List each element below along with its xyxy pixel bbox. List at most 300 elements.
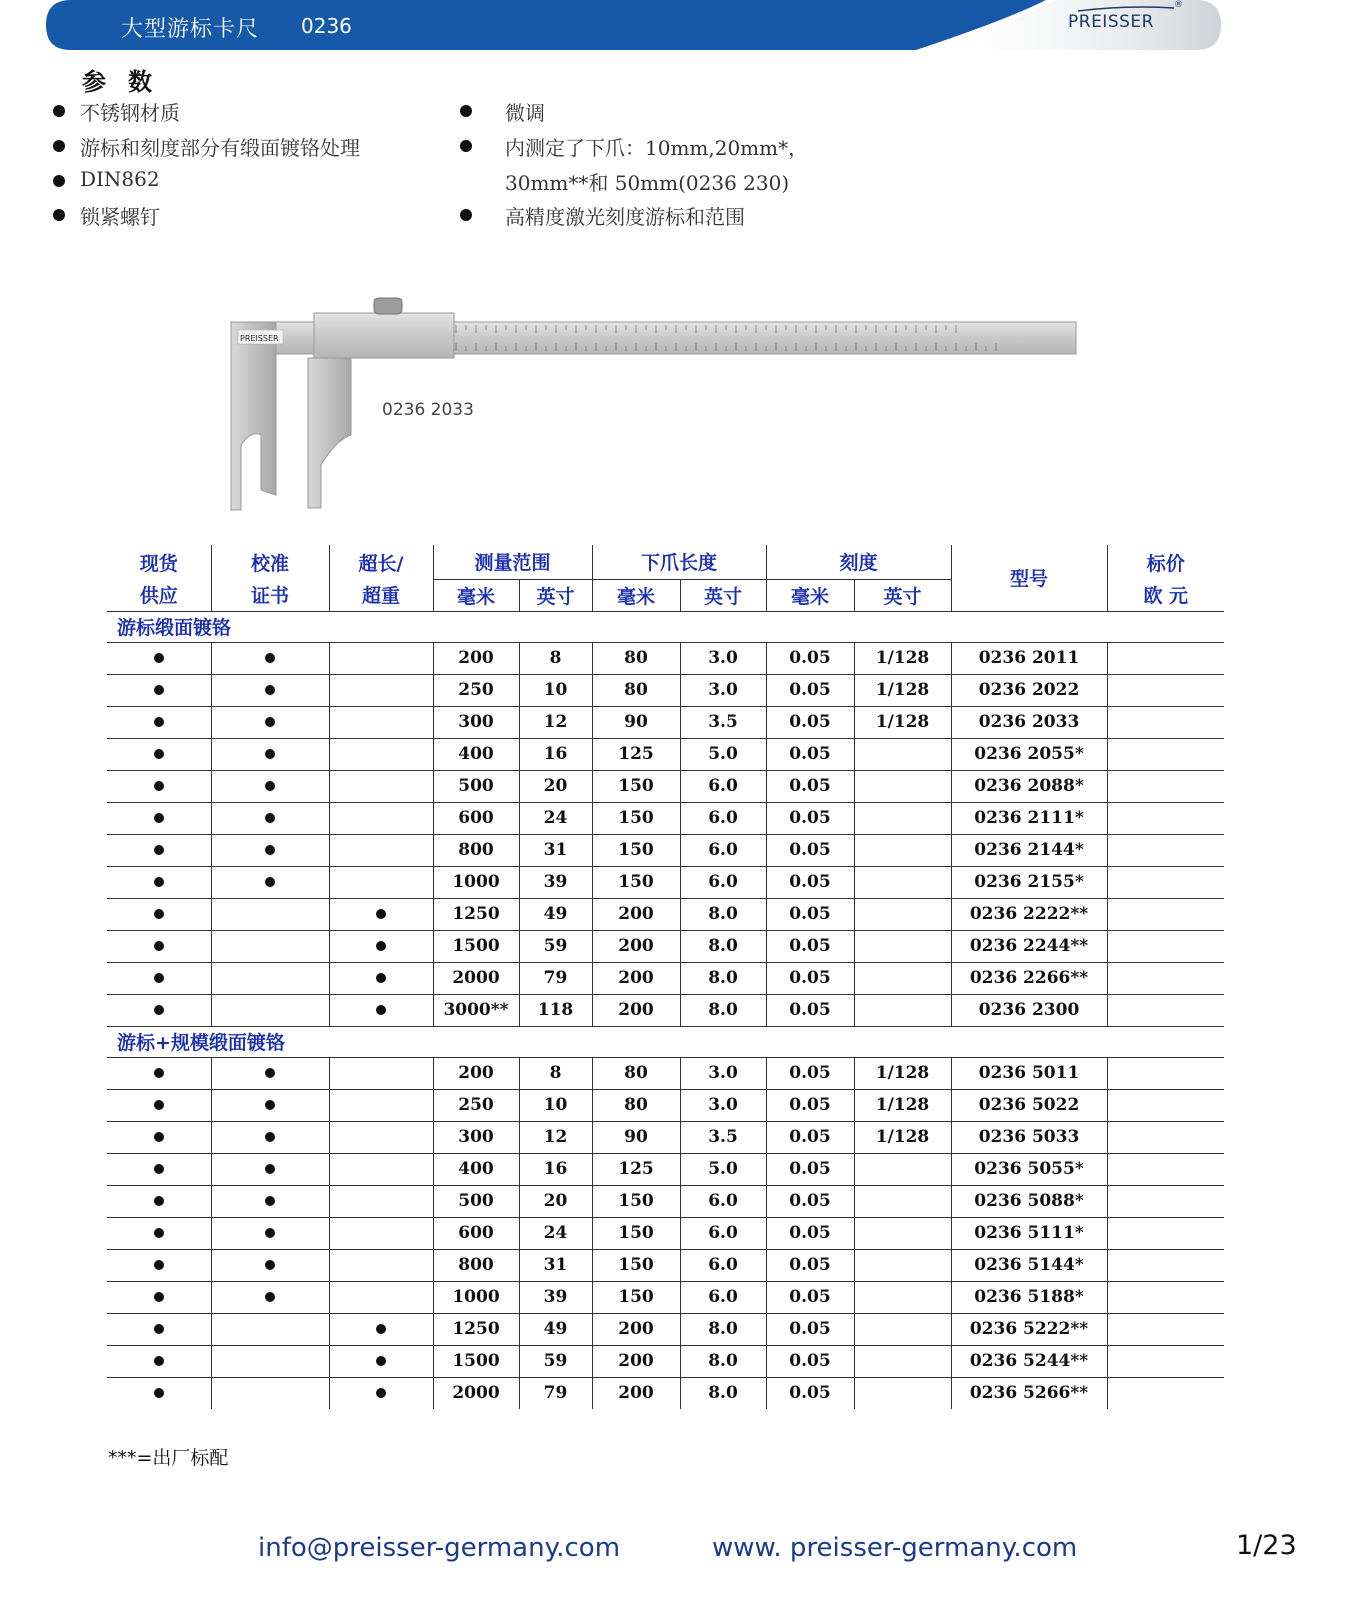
model-cell: 0236 2244** [951, 930, 1107, 962]
scale-mm-cell: 0.05 [766, 1185, 854, 1217]
price-cell [1107, 1185, 1224, 1217]
range-mm-cell: 500 [433, 1185, 519, 1217]
bullet-icon [53, 209, 65, 221]
price-cell [1107, 962, 1224, 994]
table-row [107, 898, 1224, 930]
bullet-dot-icon [154, 877, 164, 887]
cert-cell [211, 802, 329, 834]
oversize-cell [329, 1089, 433, 1121]
stock-cell [107, 1345, 211, 1377]
scale-mm-cell: 0.05 [766, 1217, 854, 1249]
footnote: ***=出厂标配 [108, 1447, 229, 1469]
price-cell [1107, 770, 1224, 802]
scale-mm-cell: 0.05 [766, 706, 854, 738]
bullet-dot-icon [154, 1324, 164, 1334]
table-row [107, 802, 1224, 834]
scale-inch-cell: 1/128 [854, 642, 951, 674]
jaw-inch-cell: 3.5 [680, 706, 766, 738]
jaw-inch-cell: 8.0 [680, 1313, 766, 1345]
scale-mm-cell: 0.05 [766, 674, 854, 706]
price-cell [1107, 994, 1224, 1026]
price-cell [1107, 1345, 1224, 1377]
scale-inch-cell [854, 930, 951, 962]
table-row [107, 962, 1224, 994]
bullet-dot-icon [154, 973, 164, 983]
bullet-dot-icon [265, 1164, 275, 1174]
scale-inch-cell [854, 1377, 951, 1409]
jaw-mm-cell: 80 [592, 1057, 680, 1089]
range-inch-cell: 20 [519, 770, 592, 802]
model-cell: 0236 2022 [951, 674, 1107, 706]
bullet-icon [460, 105, 472, 117]
model-cell: 0236 5144* [951, 1249, 1107, 1281]
range-mm-cell: 600 [433, 1217, 519, 1249]
bullet-dot-icon [265, 1260, 275, 1270]
scale-mm-cell: 0.05 [766, 834, 854, 866]
feature-right-1: 微调 [505, 101, 545, 125]
model-cell: 0236 2088* [951, 770, 1107, 802]
cert-cell [211, 706, 329, 738]
jaw-inch-cell: 6.0 [680, 802, 766, 834]
scale-inch-cell: 1/128 [854, 706, 951, 738]
section-row [107, 611, 1224, 642]
header-product-code: 0236 [301, 14, 352, 38]
table-row [107, 1121, 1224, 1153]
oversize-cell [329, 642, 433, 674]
cert-cell [211, 674, 329, 706]
table-row [107, 1185, 1224, 1217]
price-cell [1107, 1153, 1224, 1185]
jaw-inch-cell: 3.5 [680, 1121, 766, 1153]
range-inch-cell: 8 [519, 642, 592, 674]
price-cell [1107, 930, 1224, 962]
range-inch-cell: 31 [519, 1249, 592, 1281]
price-cell [1107, 866, 1224, 898]
bullet-dot-icon [265, 1228, 275, 1238]
price-cell [1107, 1089, 1224, 1121]
stock-cell [107, 1185, 211, 1217]
stock-cell [107, 1089, 211, 1121]
model-cell: 0236 2011 [951, 642, 1107, 674]
cert-cell [211, 962, 329, 994]
bullet-dot-icon [265, 685, 275, 695]
oversize-cell [329, 1153, 433, 1185]
model-cell: 0236 2155* [951, 866, 1107, 898]
stock-cell [107, 674, 211, 706]
oversize-cell [329, 706, 433, 738]
range-mm-cell: 600 [433, 802, 519, 834]
cert-cell [211, 1281, 329, 1313]
scale-mm-cell: 0.05 [766, 994, 854, 1026]
model-cell: 0236 5188* [951, 1281, 1107, 1313]
jaw-inch-cell: 3.0 [680, 1089, 766, 1121]
feature-left-4: 锁紧螺钉 [80, 205, 160, 229]
bullet-dot-icon [265, 1292, 275, 1302]
range-inch-cell: 49 [519, 898, 592, 930]
scale-inch-cell: 1/128 [854, 674, 951, 706]
page-header [46, 0, 1221, 50]
table-row [107, 1313, 1224, 1345]
range-inch-cell: 16 [519, 738, 592, 770]
jaw-mm-cell: 80 [592, 642, 680, 674]
jaw-inch-cell: 5.0 [680, 738, 766, 770]
stock-cell [107, 866, 211, 898]
cert-cell [211, 1217, 329, 1249]
scale-inch-cell [854, 770, 951, 802]
range-mm-cell: 1500 [433, 1345, 519, 1377]
bullet-dot-icon [154, 1196, 164, 1206]
range-mm-cell: 200 [433, 642, 519, 674]
oversize-cell [329, 834, 433, 866]
table-row [107, 1345, 1224, 1377]
stock-cell [107, 1377, 211, 1409]
page-number: 1/23 [1236, 1530, 1297, 1561]
stock-cell [107, 706, 211, 738]
price-cell [1107, 1057, 1224, 1089]
jaw-inch-cell: 6.0 [680, 834, 766, 866]
range-mm-cell: 1000 [433, 1281, 519, 1313]
scale-inch-cell: 1/128 [854, 1089, 951, 1121]
price-cell [1107, 738, 1224, 770]
jaw-inch-cell: 8.0 [680, 1345, 766, 1377]
table-row [107, 642, 1224, 674]
stock-cell [107, 962, 211, 994]
price-cell [1107, 802, 1224, 834]
model-cell: 0236 2055* [951, 738, 1107, 770]
bullet-dot-icon [376, 1388, 386, 1398]
table-row [107, 866, 1224, 898]
scale-inch-cell [854, 1281, 951, 1313]
scale-mm-cell: 0.05 [766, 1345, 854, 1377]
oversize-cell [329, 962, 433, 994]
stock-cell [107, 642, 211, 674]
oversize-cell [329, 1313, 433, 1345]
oversize-cell [329, 866, 433, 898]
range-mm-cell: 800 [433, 834, 519, 866]
price-cell [1107, 1121, 1224, 1153]
range-inch-cell: 24 [519, 802, 592, 834]
range-inch-cell: 10 [519, 1089, 592, 1121]
range-inch-cell: 39 [519, 1281, 592, 1313]
jaw-inch-cell: 8.0 [680, 1377, 766, 1409]
stock-cell [107, 834, 211, 866]
model-cell: 0236 5111* [951, 1217, 1107, 1249]
table-row [107, 834, 1224, 866]
range-mm-cell: 3000** [433, 994, 519, 1026]
model-cell: 0236 2111* [951, 802, 1107, 834]
jaw-mm-cell: 125 [592, 1153, 680, 1185]
scale-inch-cell [854, 802, 951, 834]
bullet-dot-icon [154, 781, 164, 791]
jaw-inch-cell: 8.0 [680, 994, 766, 1026]
cert-cell [211, 834, 329, 866]
cert-cell [211, 994, 329, 1026]
jaw-mm-cell: 150 [592, 770, 680, 802]
bullet-dot-icon [265, 1068, 275, 1078]
table-row [107, 738, 1224, 770]
table-row [107, 930, 1224, 962]
scale-mm-cell: 0.05 [766, 1377, 854, 1409]
jaw-inch-cell: 6.0 [680, 866, 766, 898]
jaw-mm-cell: 80 [592, 674, 680, 706]
cert-cell [211, 642, 329, 674]
bullet-dot-icon [265, 845, 275, 855]
table-row [107, 706, 1224, 738]
bullet-icon [460, 140, 472, 152]
bullet-dot-icon [154, 1068, 164, 1078]
jaw-inch-cell: 6.0 [680, 1281, 766, 1313]
oversize-cell [329, 1281, 433, 1313]
cert-cell [211, 1185, 329, 1217]
feature-right-4: 高精度激光刻度游标和范围 [505, 205, 745, 229]
feature-right-3: 30mm**和 50mm(0236 230) [505, 171, 790, 195]
header-stock-2: 供应 [107, 579, 211, 611]
jaw-inch-cell: 6.0 [680, 770, 766, 802]
stock-cell [107, 898, 211, 930]
model-cell: 0236 5266** [951, 1377, 1107, 1409]
cert-cell [211, 770, 329, 802]
jaw-mm-cell: 200 [592, 1313, 680, 1345]
model-cell: 0236 2033 [951, 706, 1107, 738]
bullet-dot-icon [154, 1005, 164, 1015]
spec-table [107, 545, 1224, 1409]
bullet-dot-icon [154, 749, 164, 759]
scale-mm-cell: 0.05 [766, 1089, 854, 1121]
scale-mm-cell: 0.05 [766, 1057, 854, 1089]
header-oversize-2: 超重 [329, 579, 433, 611]
header-jaw-mm: 毫米 [592, 579, 680, 611]
oversize-cell [329, 930, 433, 962]
range-inch-cell: 79 [519, 1377, 592, 1409]
bullet-icon [53, 105, 65, 117]
oversize-cell [329, 1121, 433, 1153]
scale-inch-cell [854, 898, 951, 930]
bullet-dot-icon [265, 1132, 275, 1142]
feature-right-2: 内测定了下爪：10mm,20mm*， [505, 136, 809, 160]
jaw-inch-cell: 3.0 [680, 642, 766, 674]
price-cell [1107, 1377, 1224, 1409]
feature-left-2: 游标和刻度部分有缎面镀铬处理 [80, 136, 360, 160]
price-cell [1107, 1217, 1224, 1249]
range-inch-cell: 79 [519, 962, 592, 994]
bullet-dot-icon [154, 1356, 164, 1366]
oversize-cell [329, 738, 433, 770]
stock-cell [107, 1217, 211, 1249]
stock-cell [107, 1153, 211, 1185]
cert-cell [211, 738, 329, 770]
scale-mm-cell: 0.05 [766, 802, 854, 834]
jaw-mm-cell: 80 [592, 1089, 680, 1121]
scale-mm-cell: 0.05 [766, 1281, 854, 1313]
jaw-mm-cell: 200 [592, 1377, 680, 1409]
bullet-dot-icon [154, 717, 164, 727]
table-row [107, 1153, 1224, 1185]
price-cell [1107, 706, 1224, 738]
bullet-dot-icon [154, 653, 164, 663]
jaw-inch-cell: 8.0 [680, 898, 766, 930]
section-title: 游标+规模缎面镀铬 [107, 1026, 1224, 1057]
caliper-brand-mark: PREISSER [240, 334, 279, 343]
cert-cell [211, 1153, 329, 1185]
jaw-mm-cell: 90 [592, 1121, 680, 1153]
cert-cell [211, 1345, 329, 1377]
jaw-mm-cell: 200 [592, 994, 680, 1026]
footer-website-link[interactable]: www. preisser-germany.com [712, 1533, 1078, 1563]
model-cell: 0236 5011 [951, 1057, 1107, 1089]
scale-mm-cell: 0.05 [766, 1121, 854, 1153]
header-jaw-inch: 英寸 [680, 579, 766, 611]
range-mm-cell: 800 [433, 1249, 519, 1281]
range-inch-cell: 10 [519, 674, 592, 706]
bullet-dot-icon [154, 1132, 164, 1142]
oversize-cell [329, 1377, 433, 1409]
scale-mm-cell: 0.05 [766, 642, 854, 674]
stock-cell [107, 994, 211, 1026]
header-cert-2: 证书 [211, 579, 329, 611]
stock-cell [107, 1057, 211, 1089]
range-inch-cell: 12 [519, 1121, 592, 1153]
range-inch-cell: 16 [519, 1153, 592, 1185]
bullet-dot-icon [265, 781, 275, 791]
range-inch-cell: 8 [519, 1057, 592, 1089]
scale-inch-cell [854, 1249, 951, 1281]
jaw-mm-cell: 150 [592, 1217, 680, 1249]
range-mm-cell: 1250 [433, 898, 519, 930]
scale-mm-cell: 0.05 [766, 930, 854, 962]
scale-inch-cell [854, 1217, 951, 1249]
bullet-dot-icon [265, 1100, 275, 1110]
jaw-mm-cell: 125 [592, 738, 680, 770]
scale-inch-cell [854, 834, 951, 866]
model-cell: 0236 5022 [951, 1089, 1107, 1121]
section-row [107, 1026, 1224, 1057]
cert-cell [211, 1249, 329, 1281]
scale-mm-cell: 0.05 [766, 770, 854, 802]
table-row [107, 1377, 1224, 1409]
oversize-cell [329, 1057, 433, 1089]
scale-mm-cell: 0.05 [766, 1249, 854, 1281]
bullet-dot-icon [265, 653, 275, 663]
bullet-dot-icon [376, 973, 386, 983]
header-range-mm: 毫米 [433, 579, 519, 611]
stock-cell [107, 930, 211, 962]
jaw-inch-cell: 8.0 [680, 962, 766, 994]
model-cell: 0236 5088* [951, 1185, 1107, 1217]
price-cell [1107, 898, 1224, 930]
scale-inch-cell [854, 1185, 951, 1217]
price-cell [1107, 1249, 1224, 1281]
header-stock: 现货 [107, 545, 211, 579]
bullet-dot-icon [376, 1324, 386, 1334]
range-mm-cell: 400 [433, 738, 519, 770]
price-cell [1107, 674, 1224, 706]
cert-cell [211, 930, 329, 962]
scale-mm-cell: 0.05 [766, 738, 854, 770]
cert-cell [211, 1057, 329, 1089]
bullet-dot-icon [265, 717, 275, 727]
header-cert: 校准 [211, 545, 329, 579]
jaw-inch-cell: 3.0 [680, 1057, 766, 1089]
jaw-mm-cell: 200 [592, 930, 680, 962]
header-scale: 刻度 [766, 545, 951, 579]
range-mm-cell: 1000 [433, 866, 519, 898]
range-inch-cell: 39 [519, 866, 592, 898]
stock-cell [107, 802, 211, 834]
product-image-caption: 0236 2033 [382, 400, 474, 420]
oversize-cell [329, 802, 433, 834]
bullet-dot-icon [376, 909, 386, 919]
range-mm-cell: 300 [433, 1121, 519, 1153]
model-cell: 0236 5055* [951, 1153, 1107, 1185]
header-oversize: 超长/ [329, 545, 433, 579]
price-cell [1107, 1281, 1224, 1313]
oversize-cell [329, 1185, 433, 1217]
scale-inch-cell [854, 962, 951, 994]
scale-inch-cell: 1/128 [854, 1057, 951, 1089]
footer-email-link[interactable]: info@preisser-germany.com [258, 1533, 621, 1563]
stock-cell [107, 770, 211, 802]
jaw-mm-cell: 150 [592, 802, 680, 834]
range-mm-cell: 1250 [433, 1313, 519, 1345]
range-inch-cell: 31 [519, 834, 592, 866]
cert-cell [211, 1377, 329, 1409]
bullet-dot-icon [154, 1292, 164, 1302]
jaw-mm-cell: 150 [592, 834, 680, 866]
range-mm-cell: 250 [433, 674, 519, 706]
bullet-dot-icon [265, 813, 275, 823]
model-cell: 0236 5222** [951, 1313, 1107, 1345]
scale-inch-cell [854, 866, 951, 898]
model-cell: 0236 5244** [951, 1345, 1107, 1377]
bullet-dot-icon [154, 1260, 164, 1270]
cert-cell [211, 898, 329, 930]
stock-cell [107, 738, 211, 770]
feature-left-1: 不锈钢材质 [80, 101, 180, 125]
table-row [107, 1281, 1224, 1313]
range-mm-cell: 1500 [433, 930, 519, 962]
bullet-dot-icon [376, 1005, 386, 1015]
bullet-icon [53, 140, 65, 152]
oversize-cell [329, 770, 433, 802]
bullet-dot-icon [154, 1164, 164, 1174]
bullet-dot-icon [265, 749, 275, 759]
registered-mark: ® [1174, 0, 1183, 10]
range-mm-cell: 2000 [433, 1377, 519, 1409]
scale-mm-cell: 0.05 [766, 866, 854, 898]
bullet-icon [460, 209, 472, 221]
cert-cell [211, 1089, 329, 1121]
header-model: 型号 [951, 545, 1107, 611]
stock-cell [107, 1313, 211, 1345]
range-inch-cell: 12 [519, 706, 592, 738]
params-title: 参数 [82, 68, 174, 96]
table-row [107, 994, 1224, 1026]
oversize-cell [329, 994, 433, 1026]
jaw-inch-cell: 3.0 [680, 674, 766, 706]
range-mm-cell: 300 [433, 706, 519, 738]
stock-cell [107, 1281, 211, 1313]
jaw-inch-cell: 6.0 [680, 1217, 766, 1249]
bullet-dot-icon [376, 941, 386, 951]
jaw-inch-cell: 6.0 [680, 1249, 766, 1281]
scale-inch-cell [854, 738, 951, 770]
scale-mm-cell: 0.05 [766, 1153, 854, 1185]
range-inch-cell: 59 [519, 930, 592, 962]
model-cell: 0236 2266** [951, 962, 1107, 994]
header-scale-mm: 毫米 [766, 579, 854, 611]
feature-left-3: DIN862 [80, 167, 160, 191]
model-cell: 0236 2144* [951, 834, 1107, 866]
